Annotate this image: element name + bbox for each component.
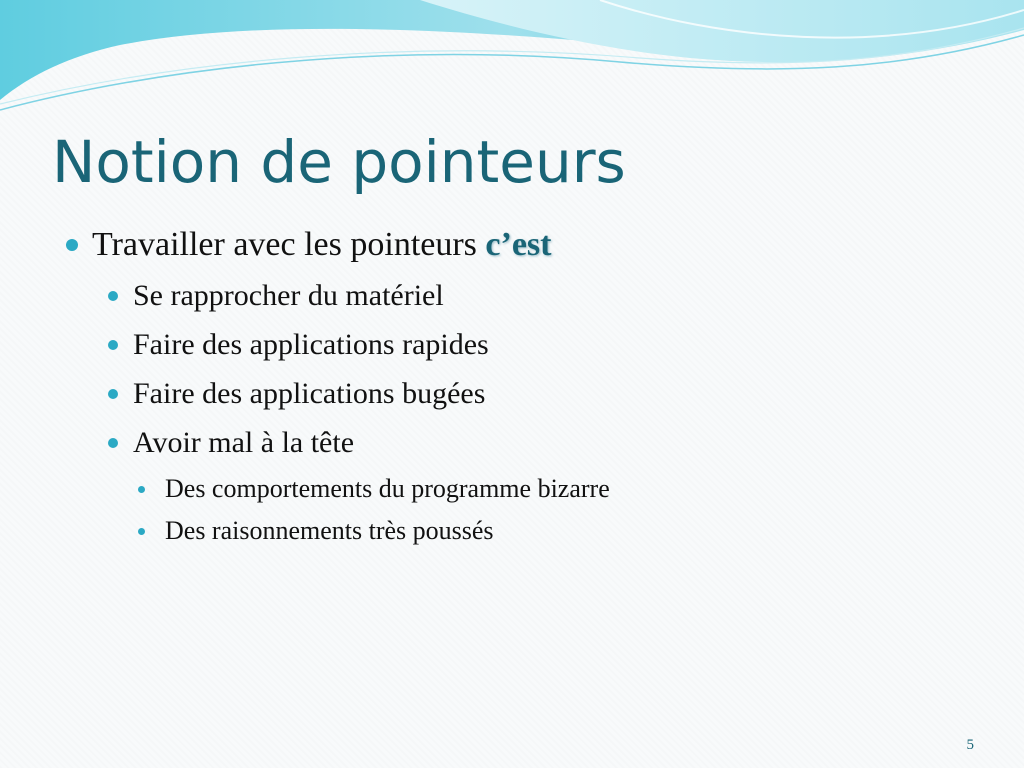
bullet-subsubitem-text: Des raisonnements très poussés: [165, 516, 494, 545]
bullet-subsubitem-text: Des comportements du programme bizarre: [165, 474, 610, 503]
bullet-dot-icon: [66, 239, 78, 251]
bullet-subsubitem: [62, 468, 962, 510]
bullet-dot-icon: [108, 389, 118, 399]
bullet-subitem: [62, 321, 962, 370]
slide-title: Notion de pointeurs: [52, 128, 626, 196]
bullet-dot-icon: [108, 291, 118, 301]
bullet-item-main: [62, 222, 962, 272]
page-number: 5: [966, 737, 974, 753]
bullet-list: [62, 222, 962, 552]
bullet-dot-icon: [138, 486, 145, 493]
bullet-subitem: [62, 272, 962, 321]
bullet-subitem-text: Se rapprocher du matériel: [133, 279, 444, 312]
bullet-subitem: [62, 419, 962, 468]
bullet-subsubitem: [62, 510, 962, 552]
decorative-wave-header: [0, 0, 1024, 130]
bullet-dot-icon: [108, 340, 118, 350]
bullet-subitem: [62, 370, 962, 419]
bullet-main-text: Travailler avec les pointeurs: [92, 226, 486, 263]
bullet-subitem-text: Faire des applications bugées: [133, 377, 486, 410]
bullet-subitem-text: Avoir mal à la tête: [133, 426, 355, 459]
bullet-dot-icon: [108, 438, 118, 448]
bullet-dot-icon: [138, 528, 145, 535]
bullet-subitem-text: Faire des applications rapides: [133, 328, 489, 361]
bullet-main-highlight: c’est: [485, 226, 552, 263]
